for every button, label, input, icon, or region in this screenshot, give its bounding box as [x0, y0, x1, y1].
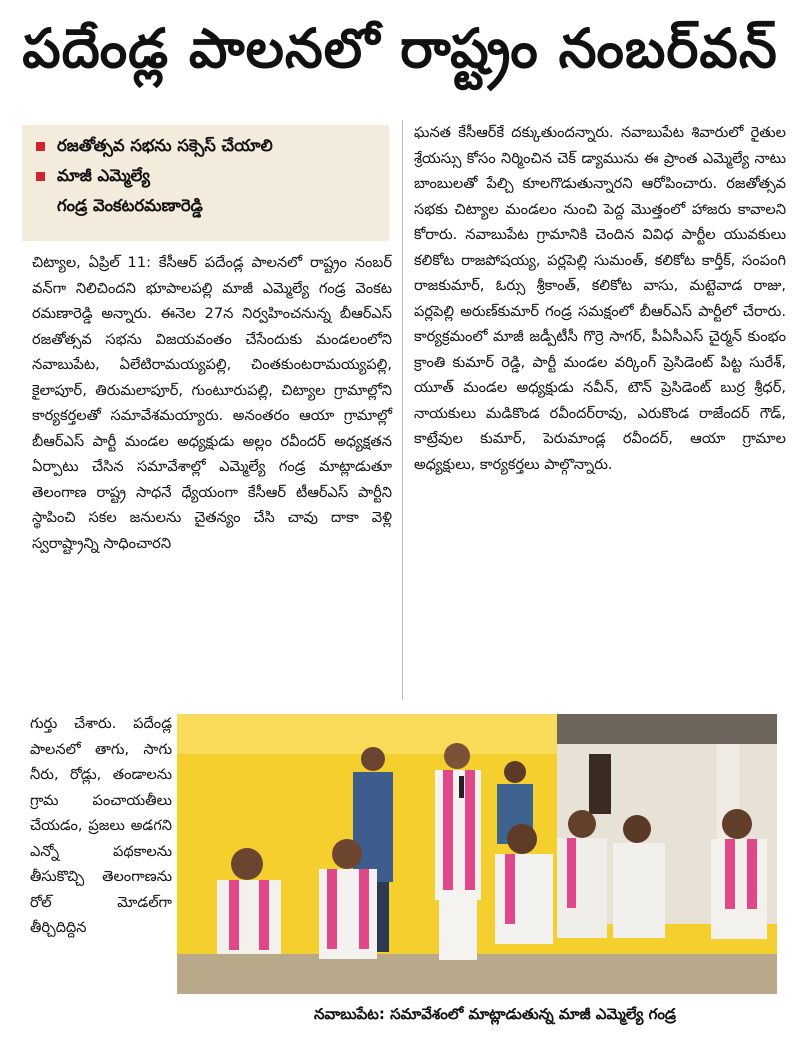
highlight-item-1 — [32, 131, 379, 161]
photo-caption: నవాబుపేట: సమావేశంలో మాట్లాడుతున్న మాజీ ఎమ్మెల్యే గండ్ర — [313, 1005, 677, 1023]
highlight-text-2: మాజీ ఎమ్మెల్యే — [57, 166, 150, 185]
article-paragraph: గుర్తు చేశారు. పదేండ్ల పాలనలో తాగు, సాగు నీరు, రోడ్లు, తండాలను గ్రామ పంచాయతీలు చేయడం, ప్రజలు అడగని ఎన్నో పథకాలను తీసుకొచ్చి తెలంగాణను రోల్ మోడల్‌గా తీర్చిదిద్దిన — [30, 715, 172, 936]
bullet-icon — [36, 142, 45, 151]
meeting-photo-illustration — [177, 714, 777, 994]
news-photo — [177, 714, 777, 994]
headline: పదేండ్ల పాలనలో రాష్ట్రం నంబర్‌వన్ — [22, 16, 778, 80]
bullet-icon — [36, 172, 45, 181]
article-paragraph: ఘనత కేసీఆర్‌కే దక్కుతుందన్నారు. నవాబుపేట శివారులో రైతుల శ్రేయస్సు కోసం నిర్మించిన చెక్ డ్యామును ఈ ప్రాంత ఎమ్మెల్యే నాటు బాంబులతో పేల్చి కూలగొడుతున్నారని ఆరోపించారు. రజతోత్సవ సభకు చిట్యాల మండలం నుంచి పెద్ద మొత్తంలో హాజరు కావాలని కోరారు. నవాబుపేట గ్రామానికి చెందిన వివిధ పార్టీల యువకులు కలికోట రాజపోషయ్య, పర్లపెల్లి సుమంత్, కలికోట కార్తీక్, సంపంగి రాజకుమార్, ఓర్సు శ్రీకాంత్, కలికోట వాసు, మట్టెవాడ రాజు, పర్లపెల్లి అరుణ్‌కుమార్ గండ్ర సమక్షంలో బీఆర్ఎస్ పార్టీలో చేరారు. కార్యక్రమంలో మాజీ జడ్పీటీసీ గొర్రె సాగర్, పీఏసీఎస్ చైర్మన్ కుంభం క్రాంతి కుమార్ రెడ్డి, పార్టీ మండల వర్కింగ్ ప్రెసిడెంట్ పిట్ట సురేశ్, యూత్ మండల అధ్యక్షుడు నవీన్, టౌన్ ప్రెసిడెంట్ బుర్ర శ్రీధర్, నాయకులు మడికొండ రవీందర్‌రావు, ఎరుకొండ రాజేందర్ గౌడ్, కాట్రేవుల కుమార్, పెరుమాండ్ల రవీందర్, ఆయా గ్రామాల అధ్యక్షులు, కార్యకర్తలు పాల్గొన్నారు. — [414, 124, 786, 473]
highlight-item-2 — [32, 161, 379, 191]
article-column-right — [414, 120, 786, 477]
article-column-left — [32, 250, 392, 556]
highlights-box — [22, 125, 389, 241]
column-divider — [402, 120, 403, 700]
article-column-narrow — [30, 711, 172, 941]
article-paragraph: చిట్యాల, ఏప్రిల్ 11: కేసీఆర్ పదేండ్ల పాలనలో రాష్ట్రం నంబర్ వన్‌గా నిలిచిందని భూపాలపల్లి మాజీ ఎమ్మెల్యే గండ్ర వెంకట రమణారెడ్డి అన్నారు. ఈనెల 27న నిర్వహించనున్న బీఆర్ఎస్ రజతోత్సవ సభను విజయవంతం చేసేందుకు మండలంలోని నవాబుపేట, ఏలేటిరామయ్యపల్లి, చింతకుంటరామయ్యపల్లి, కైలాపూర్, తిరుమలాపూర్, గుంటూరుపల్లి, చిట్యాల గ్రామాల్లోని కార్యకర్తలతో సమావేశమయ్యారు. అనంతరం ఆయా గ్రామాల్లో బీఆర్ఎస్ పార్టీ మండల అధ్యక్షుడు అల్లం రవీందర్ అధ్యక్షతన ఏర్పాటు చేసిన సమావేశాల్లో ఎమ్మెల్యే గండ్ర మాట్లాడుతూ తెలంగాణ రాష్ట్ర సాధనే ధ్యేయంగా కేసీఆర్ టీఆర్ఎస్ పార్టీని స్థాపించి సకల జనులను చైతన్యం చేసి చావు దాకా వెళ్లి స్వరాష్ట్రాన్ని సాధించారని — [32, 254, 392, 552]
highlight-text-1: రజతోత్సవ సభను సక్సెస్‌ చేయాలి — [57, 136, 273, 155]
highlight-text-2-cont: గండ్ర వెంకటరమణారెడ్డి — [57, 196, 203, 215]
